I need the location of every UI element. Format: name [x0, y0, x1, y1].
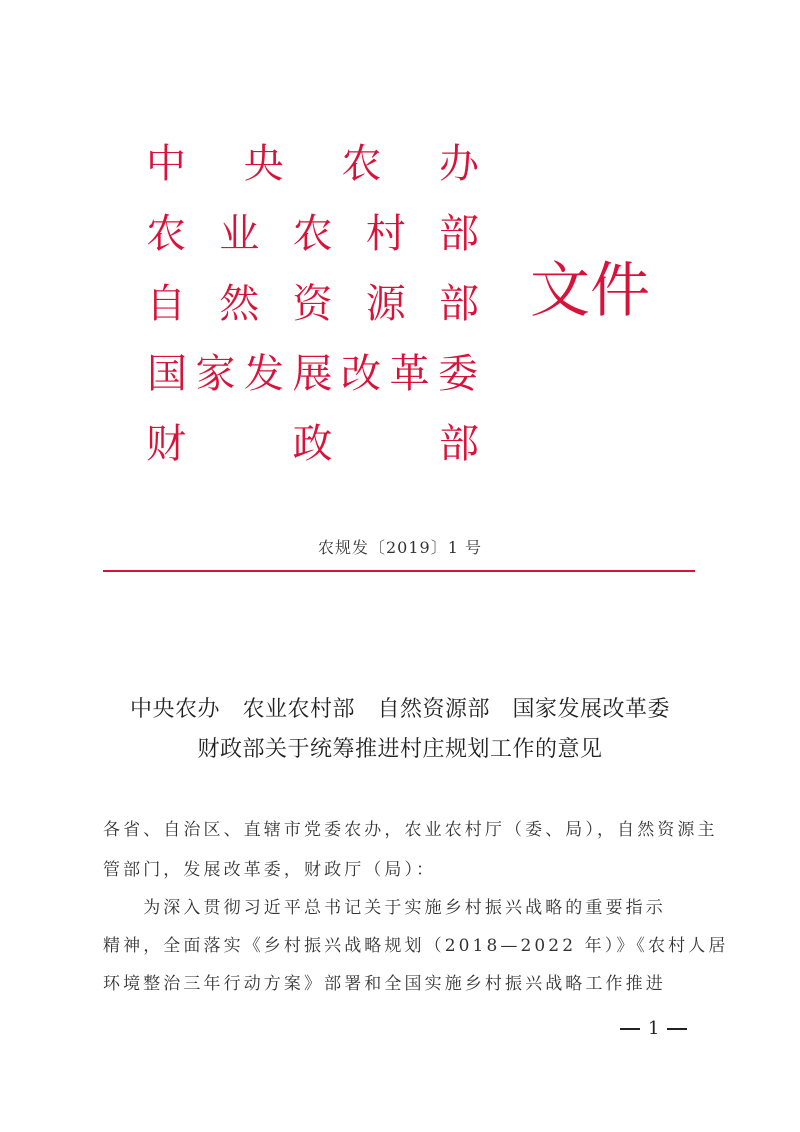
issuer-char: 部: [439, 281, 479, 327]
dash-decoration: [620, 1028, 640, 1030]
issuer-ziran-ziyuan-bu: [145, 280, 480, 328]
page-number-value: 1: [648, 1018, 660, 1039]
issuer-char: 革: [389, 351, 430, 397]
issuer-char: 农: [341, 141, 382, 187]
issuer-char: 国: [147, 351, 187, 397]
issuer-char: 改: [341, 351, 381, 397]
body-line-1: 为深入贯彻习近平总书记关于实施乡村振兴战略的重要指示: [103, 898, 666, 918]
dash-decoration: [667, 1028, 687, 1030]
issuer-char: 业: [219, 211, 260, 257]
issuer-fazhan-gaige-wei: [145, 350, 480, 398]
document-title-line-2: 财政部关于统筹推进村庄规划工作的意见: [197, 737, 603, 762]
issuer-char: 委: [438, 351, 478, 397]
issuer-char: 源: [365, 281, 406, 327]
issuer-char: 财: [146, 421, 186, 467]
issuer-nongye-nongcun-bu: [145, 210, 480, 258]
issuer-char: 部: [439, 211, 479, 257]
issuer-char: 发: [244, 351, 284, 397]
issuer-zhongyang-nongban: [145, 140, 480, 188]
addressee-line-2: 管部门，发展改革委，财政厅（局）：: [103, 860, 437, 880]
issuer-char: 家: [195, 351, 236, 397]
issuer-caizheng-bu: [145, 420, 480, 468]
issuer-char: 自: [146, 281, 186, 327]
issuer-char: 农: [146, 211, 186, 257]
issuer-char: 部: [439, 421, 479, 467]
issuer-char: 中: [146, 141, 186, 187]
issuer-char: 央: [243, 141, 284, 187]
red-separator-line: [103, 570, 695, 572]
body-line-2: 精神，全面落实《乡村振兴战略规划（2018—2022 年）》《农村人居: [103, 936, 729, 956]
issuer-char: 农: [292, 211, 333, 257]
page-number: [620, 1018, 687, 1039]
issuer-char: 展: [292, 351, 333, 397]
doc-type-label: 文件: [530, 256, 650, 326]
body-line-3: 环境整治三年行动方案》部署和全国实施乡村振兴战略工作推进: [103, 974, 666, 994]
addressee-line-1: 各省、自治区、直辖市党委农办，农业农村厅（委、局），自然资源主: [103, 820, 718, 840]
issuer-char: 政: [292, 421, 333, 467]
issuer-char: 村: [365, 211, 406, 257]
document-number: 农规发〔2019〕1 号: [318, 538, 482, 557]
issuer-char: 办: [438, 141, 479, 187]
document-title-line-1: 中央农办 农业农村部 自然资源部 国家发展改革委: [129, 697, 670, 722]
issuer-char: 资: [292, 281, 333, 327]
issuer-char: 然: [219, 281, 260, 327]
